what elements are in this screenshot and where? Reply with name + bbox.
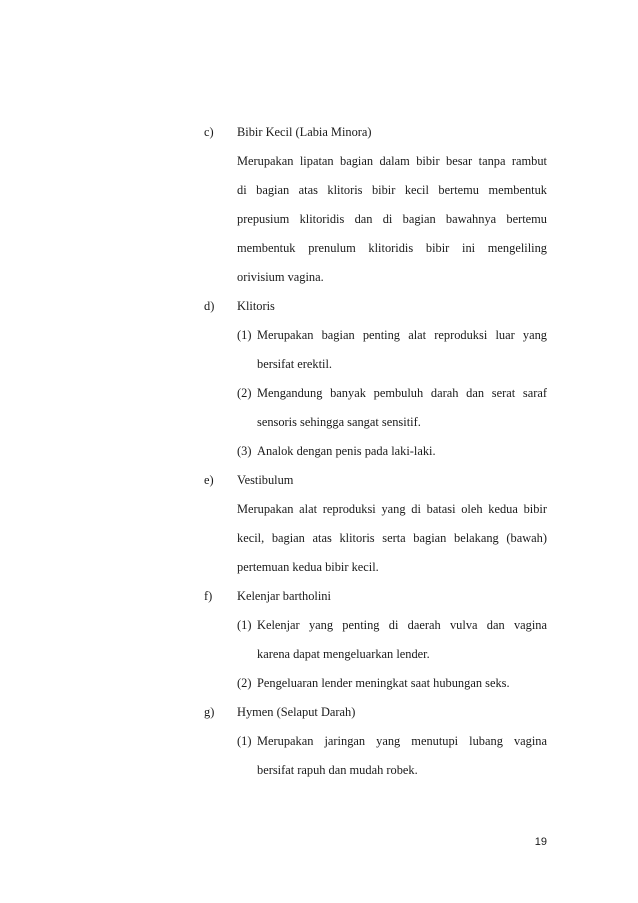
section-d-item-1-line-1: Merupakan bagian penting alat reproduksi luar yang	[257, 328, 547, 342]
section-d-item-2-line-2: sensoris sehingga sangat sensitif.	[257, 415, 421, 429]
page-number: 19	[534, 836, 547, 848]
section-d-item-3-number: (3)	[237, 444, 252, 458]
section-g-item-1-number: (1)	[237, 734, 252, 748]
section-d-letter: d)	[204, 299, 215, 313]
section-c-para-line-4: membentuk prenulum klitoridis bibir ini mengeliling	[237, 241, 547, 255]
section-e-heading: Vestibulum	[237, 473, 294, 487]
section-d-item-2-number: (2)	[237, 386, 252, 400]
section-c-para-line-1: Merupakan lipatan bagian dalam bibir besar tanpa rambut	[237, 154, 547, 168]
section-g-item-1-line-1: Merupakan jaringan yang menutupi lubang vagina	[257, 734, 547, 748]
section-c-heading: Bibir Kecil (Labia Minora)	[237, 125, 372, 139]
section-f-item-1-number: (1)	[237, 618, 252, 632]
section-f-letter: f)	[204, 589, 213, 603]
section-g-heading: Hymen (Selaput Darah)	[237, 705, 356, 719]
section-e-para-line-2: kecil, bagian atas klitoris serta bagian belakang (bawah)	[237, 531, 547, 545]
section-e-para-line-3: pertemuan kedua bibir kecil.	[237, 560, 379, 574]
section-c-para-line-3: prepusium klitoridis dan di bagian bawahnya bertemu	[237, 212, 547, 226]
section-c-para-line-5: orivisium vagina.	[237, 270, 324, 284]
section-c-para-line-2: di bagian atas klitoris bibir kecil bertemu membentuk	[237, 183, 547, 197]
section-f-item-2-line-1: Pengeluaran lender meningkat saat hubungan seks.	[257, 676, 510, 690]
section-g-item-1-line-2: bersifat rapuh dan mudah robek.	[257, 763, 418, 777]
section-f-item-1-line-2: karena dapat mengeluarkan lender.	[257, 647, 430, 661]
section-d-item-3-line-1: Analok dengan penis pada laki-laki.	[257, 444, 436, 458]
section-e-letter: e)	[204, 473, 214, 487]
section-f-item-2-number: (2)	[237, 676, 252, 690]
section-f-item-1-line-1: Kelenjar yang penting di daerah vulva dan vagina	[257, 618, 547, 632]
section-d-item-1-line-2: bersifat erektil.	[257, 357, 332, 371]
section-d-item-2-line-1: Mengandung banyak pembuluh darah dan serat saraf	[257, 386, 547, 400]
section-f-heading: Kelenjar bartholini	[237, 589, 331, 603]
section-g-letter: g)	[204, 705, 215, 719]
section-c-letter: c)	[204, 125, 214, 139]
section-e-para-line-1: Merupakan alat reproduksi yang di batasi oleh kedua bibir	[237, 502, 547, 516]
section-d-heading: Klitoris	[237, 299, 275, 313]
section-d-item-1-number: (1)	[237, 328, 252, 342]
